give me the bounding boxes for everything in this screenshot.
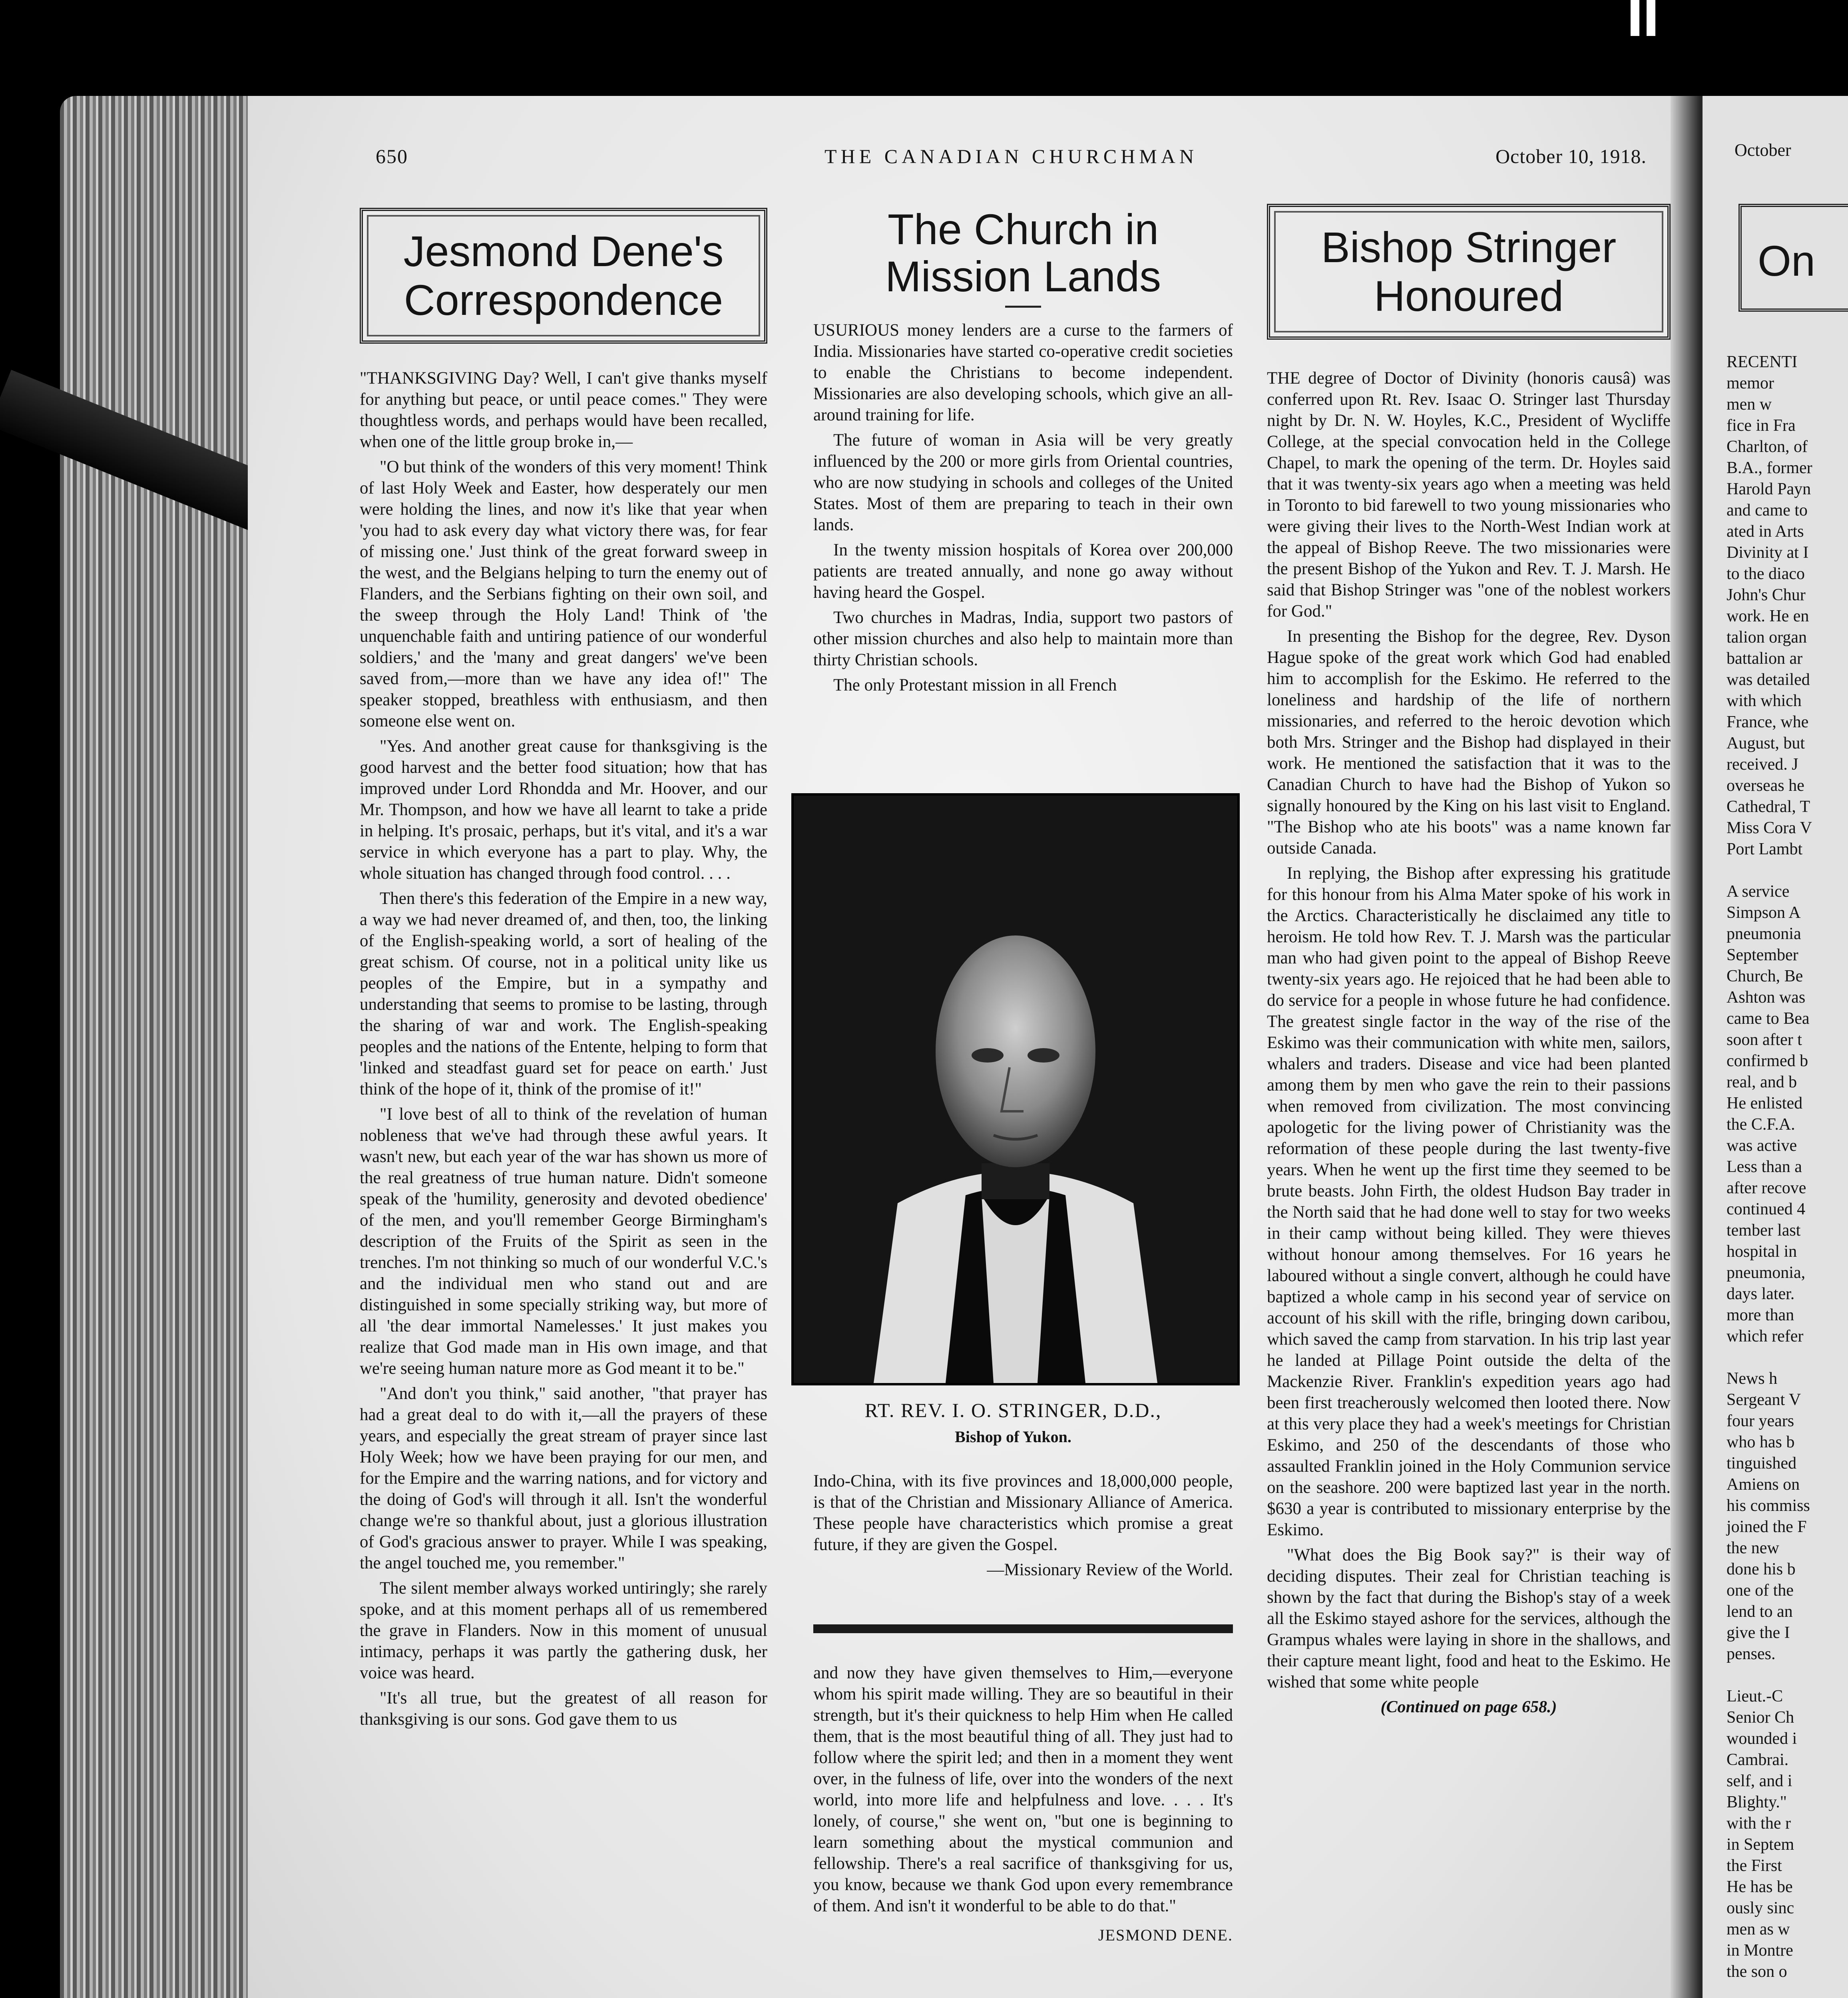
next-page-line: pneumonia xyxy=(1727,925,1801,943)
photo-subcaption: Bishop of Yukon. xyxy=(955,1428,1071,1446)
next-page-line: Senior Ch xyxy=(1727,1708,1794,1727)
next-page-line: Church, Be xyxy=(1727,967,1803,985)
next-page-line: his commiss xyxy=(1727,1497,1810,1515)
paragraph: "Yes. And another great cause for thanksgiving is the good harvest and the better food situation; how that has improved under Lord Rhondda and Mr. Hoover, and our Mr. Thompson, and how we have all learnt to take a pride in helping. It's prosaic, perhaps, but it's vital, and it's a war service in which everyone has a part to play. Why, the whole situation has changed through food control. . . . xyxy=(360,737,767,883)
page-number: 650 xyxy=(376,145,408,167)
article-title: Jesmond Dene's Correspondence xyxy=(360,208,767,344)
next-page-line: was active xyxy=(1727,1136,1797,1155)
next-page-line: the First xyxy=(1727,1857,1782,1875)
next-page-line: four years xyxy=(1727,1412,1794,1430)
article-title: The Church in Mission Lands xyxy=(885,205,1161,300)
next-page-line: in Septem xyxy=(1727,1835,1794,1854)
issue-date: October 10, 1918. xyxy=(1495,145,1647,167)
next-page-line: men as w xyxy=(1727,1920,1790,1938)
next-page-line: lend to an xyxy=(1727,1602,1793,1621)
next-page-line: fice in Fra xyxy=(1727,416,1796,435)
paragraph: "THANKSGIVING Day? Well, I can't give thanks myself for anything but peace, or until peace comes." They were thoughtless words, and perhaps would have been recalled, when one of the little group broke in,— xyxy=(360,369,767,451)
next-page-line: continued 4 xyxy=(1727,1200,1806,1218)
next-page-line: He has be xyxy=(1727,1878,1793,1896)
next-page-line: confirmed b xyxy=(1727,1052,1808,1070)
paragraph: USURIOUS money lenders are a curse to the farmers of India. Missionaries have started co-operative credit societies to enable the Christians to become independent. Missionaries are also developing schools, which give an all-around training for life. xyxy=(813,321,1233,424)
paragraph: Indo-China, with its five provinces and 18,000,000 people, is that of the Christian and Missionary Alliance of America. These people have characteristics which promise a great future, if they are given the Gospel. xyxy=(813,1472,1233,1554)
next-page-line: Blighty." xyxy=(1727,1793,1787,1811)
next-page-line: Less than a xyxy=(1727,1158,1802,1176)
next-page-line: Cathedral, T xyxy=(1727,798,1810,816)
next-page-line: done his b xyxy=(1727,1560,1796,1578)
paragraph: "It's all true, but the greatest of all reason for thanksgiving is our sons. God gave them to us xyxy=(360,1689,767,1729)
next-page-line: Divinity at I xyxy=(1727,543,1809,562)
next-page-line: men w xyxy=(1727,395,1772,414)
next-page-line: soon after t xyxy=(1727,1031,1802,1049)
article-body xyxy=(813,320,1233,696)
paragraph: In presenting the Bishop for the degree, Rev. Dyson Hague spoke of the great work which God had enabled him to accomplish for the Eskimo. He referred to the loneliness and hardship of the life of northern missionaries, and referred to the heroic devotion which both Mrs. Stringer and the Bishop had displayed in their work. He mentioned the satisfaction that it was to the Canadian Church to have had the Bishop of Yukon so signally honoured by the King on his last visit to England. "The Bishop who ate his boots" was a name known far outside Canada. xyxy=(1267,627,1671,858)
paragraph: In replying, the Bishop after expressing his gratitude for this honour from his Alma Mater spoke of his work in the Arctics. Characteristically he disclaimed any title to heroism. He told how Rev. T. J. Marsh was the particular man who had given point to the appeal of Bishop Reeve twenty-six years ago. He rejoiced that he had been able to do service for a people in whose future he had confidence. The greatest single factor in the way of the rise of the Eskimo was their communication with white men, sailors, whalers and traders. Disease and vice had been planted among them by men who gave the rein to their passions when removed from civilization. The most convincing apologetic for the living power of Christianity was the reformation of these people during the last twenty-five years. When he went up the first time they seemed to be brute beasts. John Firth, the oldest Hudson Bay trader in the North said that he had done well to stay for two weeks in their camp without being killed. They were thieves without honour among themselves. For 16 years he laboured without a single convert, although he could have baptized a whole camp in his second year of service on account of his skill with the rifle, bringing down caribou, which saved the camp from starvation. In his trip last year he landed at Pillage Point outside the delta of the Mackenzie River. Franklin's expedition years ago had been first treacherously welcomed then looted there. Now at this very place they had a week's meetings for Christian Eskimo, and 250 of the descendants of those who assaulted Franklin joined in the Holy Communion service on the seashore. 200 were baptized last year in the north. $630 a year is contributed to missionary enterprise by the Eskimo. xyxy=(1267,864,1671,1539)
next-page-line: France, whe xyxy=(1727,713,1809,731)
next-page-line: Ashton was xyxy=(1727,988,1806,1007)
next-page-line: talion organ xyxy=(1727,628,1807,647)
next-page-line: Charlton, of xyxy=(1727,438,1808,456)
next-page-line: Port Lambt xyxy=(1727,840,1803,858)
next-page-line: joined the F xyxy=(1727,1518,1807,1536)
next-page-line: the son o xyxy=(1727,1962,1787,1981)
title-rule xyxy=(1005,306,1041,308)
next-page-line: tinguished xyxy=(1727,1454,1796,1473)
next-page-line: memor xyxy=(1727,374,1774,392)
next-page-title: On xyxy=(1758,237,1816,285)
column-bishop-stringer xyxy=(1267,204,1671,1718)
next-page-line: which refer xyxy=(1727,1327,1804,1345)
author-signature: JESMOND DENE. xyxy=(1098,1926,1233,1944)
paragraph: "And don't you think," said another, "that prayer has had a great deal to do with it,—all the prayers of these years, and especially the great stream of prayer since last Holy Week; how we have been praying for our men, and for the Empire and the warring nations, and for victory and the doing of God's will through it all. Isn't the wonderful change we're so thankful about, just a glorious illustration of God's gracious answer to prayer. While I was speaking, the angel touched me, you remember." xyxy=(360,1384,767,1572)
next-page xyxy=(1703,96,1848,1998)
column-mission-lands-continued xyxy=(813,1471,1233,1584)
page-header xyxy=(376,145,1647,185)
next-page-line: self, and i xyxy=(1727,1772,1792,1790)
column-mission-lands xyxy=(813,206,1233,700)
next-page-line: after recove xyxy=(1727,1179,1806,1197)
continued-notice: (Continued on page 658.) xyxy=(1380,1698,1557,1716)
article-title: Bishop Stringer Honoured xyxy=(1267,204,1671,340)
next-page-line: He enlisted xyxy=(1727,1094,1803,1112)
next-page-line: to the diaco xyxy=(1727,565,1805,583)
next-page-line: and came to xyxy=(1727,501,1808,519)
article-body xyxy=(1267,368,1671,1693)
next-page-line: more than xyxy=(1727,1306,1794,1324)
article-source: —Missionary Review of the World. xyxy=(987,1560,1233,1579)
next-page-line: give the I xyxy=(1727,1624,1790,1642)
next-page-line: Harold Payn xyxy=(1727,480,1811,498)
bishop-portrait xyxy=(791,793,1240,1385)
paragraph: "O but think of the wonders of this very moment! Think of last Holy Week and Easter, how desperately our men were holding the lines, and now it's like that year when 'you had to ask every day what victory there was, for fear of missing one.' Just think of the great forward sweep in the west, and the Belgians helping to turn the enemy out of Flanders, and the Serbians fighting on their own soil, and the sweep through the Holy Land! Think of 'the unquenchable faith and untiring patience of our wonderful soldiers,' and the 'many and great dangers' we've been saved from,—more than we have any idea of!" The speaker stopped, breathless with enthusiasm, and then someone else went on. xyxy=(360,458,767,730)
next-page-line: with the r xyxy=(1727,1814,1791,1833)
next-page-line: Cambrai. xyxy=(1727,1751,1789,1769)
next-page-line: real, and b xyxy=(1727,1073,1797,1091)
column-jesmond-dene xyxy=(360,208,767,1734)
column-jesmond-continued xyxy=(813,1662,1233,1946)
paragraph: and now they have given themselves to Him,—everyone whom his spirit made willing. They are so beautiful in their strength, but it's their quickness to help Him when He called them, that is the most beautiful thing of all. They just had to follow where the spirit led; and then in a moment they went over, in the fulness of life, over into the wonders of the next world, into more life and helpfulness and love. . . . It's lonely, of course," she went on, "but one is beginning to learn something about the mystical communion and fellowship. There's a real sacrifice of thanksgiving for us, you know, because we thank God upon every remembrance of them. And isn't it wonderful to be able to do that." xyxy=(813,1664,1233,1915)
next-page-line: John's Chur xyxy=(1727,586,1806,604)
next-page-line: Lieut.-C xyxy=(1727,1687,1783,1705)
next-page-line: tember last xyxy=(1727,1221,1801,1240)
next-page-line: September xyxy=(1727,946,1798,964)
next-page-line: came to Bea xyxy=(1727,1009,1810,1028)
next-page-line: pneumonia, xyxy=(1727,1264,1806,1282)
next-page-line: penses. xyxy=(1727,1645,1776,1663)
photo-caption: RT. REV. I. O. STRINGER, D.D., xyxy=(864,1399,1162,1421)
paragraph: The future of woman in Asia will be very greatly influenced by the 200 or more girls from Oriental countries, who are now studying in schools and colleges of the United States. Most of them are preparing to teach in their own lands. xyxy=(813,431,1233,534)
next-page-line: the new xyxy=(1727,1539,1779,1557)
next-page-line: received. J xyxy=(1727,755,1798,774)
paragraph: Then there's this federation of the Empire in a new way, a way we had never dreamed of, and then, too, the linking of the English-speaking world, a sort of healing of the great schism. Of course, not in a political unity like us peoples of the Empire, but in a sympathy and understanding that seems to promise to be lasting, through the sharing of war and work. The English-speaking peoples and the nations of the Entente, helping to form that 'linked and steadfast guard set for peace on earth.' Just think of the hope of it, think of the promise of it!" xyxy=(360,889,767,1099)
next-page-line: ously sinc xyxy=(1727,1899,1794,1917)
next-page-line: hospital in xyxy=(1727,1242,1797,1261)
next-page-line: B.A., former xyxy=(1727,459,1812,477)
next-page-line: battalion ar xyxy=(1727,649,1803,668)
paragraph: The only Protestant mission in all French xyxy=(833,676,1117,695)
book-page-edges xyxy=(60,96,268,1998)
next-page-line: August, but xyxy=(1727,734,1805,752)
paragraph: "I love best of all to think of the revelation of human nobleness that we've had through these awful years. It wasn't new, but each year of the war has shown us more of the real greatness of true human nature. Didn't someone speak of the 'humility, generosity and devoted obedience' of the men, and you'll remember George Birmingham's description of the Fruits of the Spirit as seen in the trenches. I'm not thinking so much of our wonderful V.C.'s and the individual men who stand out and are distinguished in some specially striking way, but more of all 'the dear immortal Namelesses.' It just makes you realize that God made man in His own image, and that we're seeing human nature more as God meant it to be." xyxy=(360,1105,767,1378)
next-page-line: News h xyxy=(1727,1369,1778,1388)
next-page-line: the C.F.A. xyxy=(1727,1115,1795,1134)
section-rule xyxy=(813,1624,1233,1633)
scan-bar xyxy=(1647,0,1655,36)
next-page-line: Miss Cora V xyxy=(1727,819,1812,837)
paragraph: THE degree of Doctor of Divinity (honoris causâ) was conferred upon Rt. Rev. Isaac O. Stringer last Thursday night by Dr. N. W. Hoyles, K.C., President of Wycliffe College, at the special convocation held in the College Chapel, to mark the opening of the term. Dr. Hoyles said that it was twenty-six years ago when a meeting was held in Toronto to bid farewell to two young missionaries who were giving their lives to the North-West Indian work at the appeal of Bishop Reeve. The two missionaries were the present Bishop of the Yukon and Rev. T. J. Marsh. He said that Bishop Stringer was "one of the noblest workers for God." xyxy=(1267,369,1671,621)
scan-bar xyxy=(1631,0,1639,36)
next-page-line: overseas he xyxy=(1727,776,1804,795)
next-page-line: wounded i xyxy=(1727,1729,1797,1748)
paragraph: The silent member always worked untiringly; she rarely spoke, and at this moment perhaps all of us remembered the grave in Flanders. Now in this moment of unusual intimacy, perhaps it was partly the gathering dusk, her voice was heard. xyxy=(360,1579,767,1682)
next-page-line: work. He en xyxy=(1727,607,1809,625)
next-page-line: was detailed xyxy=(1727,671,1810,689)
paragraph: Two churches in Madras, India, support two pastors of other mission churches and also help to maintain more than thirty Christian schools. xyxy=(813,608,1233,669)
next-page-line: with which xyxy=(1727,692,1802,710)
next-page-title-box xyxy=(1738,204,1848,312)
article-body xyxy=(360,368,767,1730)
paragraph: "What does the Big Book say?" is their way of deciding disputes. Their zeal for Christian teaching is shown by the fact that during the Bishop's stay of a week all the Eskimo stayed ashore for the services, although the Grampus whales were laying in shore in the shallows, and their capture meant light, food and heat to the Eskimo. He wished that some white people xyxy=(1267,1546,1671,1692)
next-page-line: Simpson A xyxy=(1727,903,1801,922)
paragraph: In the twenty mission hospitals of Korea over 200,000 patients are treated annually, and none go away without having heard the Gospel. xyxy=(813,541,1233,602)
next-page-line: one of the xyxy=(1727,1581,1794,1600)
next-page-line: ated in Arts xyxy=(1727,522,1804,541)
next-page-line: Sergeant V xyxy=(1727,1391,1801,1409)
next-page-line: days later. xyxy=(1727,1285,1795,1303)
next-page-line: who has b xyxy=(1727,1433,1795,1451)
next-page-header: October xyxy=(1734,140,1791,160)
masthead: THE CANADIAN CHURCHMAN xyxy=(824,145,1198,167)
next-page-line: Amiens on xyxy=(1727,1475,1800,1494)
portrait-image xyxy=(794,796,1237,1383)
next-page-line: A service xyxy=(1727,882,1790,901)
next-page-line: in Montre xyxy=(1727,1941,1793,1960)
next-page-line: RECENTI xyxy=(1727,353,1798,371)
